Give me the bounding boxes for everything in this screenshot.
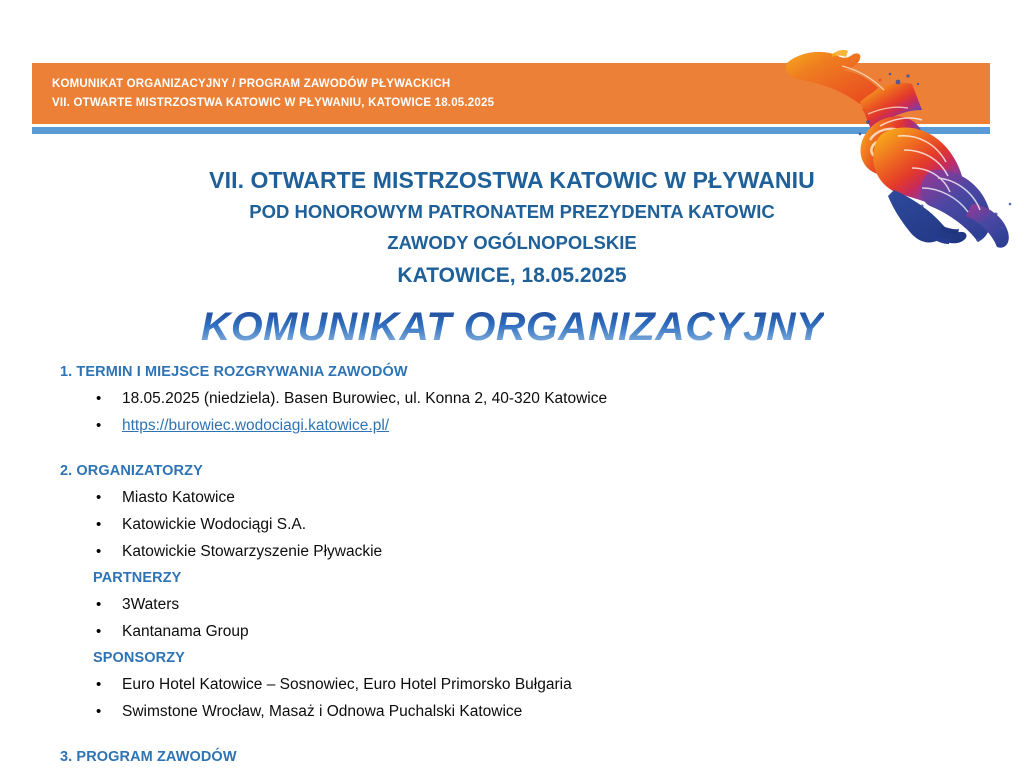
bullet-icon: • — [96, 596, 102, 613]
header-banner-text — [52, 75, 494, 113]
bullet-icon: • — [96, 516, 102, 533]
section-3-heading: 3. PROGRAM ZAWODÓW — [60, 749, 237, 765]
bullet-icon: • — [96, 489, 102, 506]
section-spacer — [0, 439, 1024, 459]
organizer-1: Miasto Katowice — [122, 489, 235, 506]
title-line-1: VII. OTWARTE MISTRZOSTWA KATOWIC W PŁYWANIU — [209, 167, 815, 193]
bullet-icon: • — [96, 543, 102, 560]
list-item — [0, 484, 1024, 511]
header-banner-line-1: KOMUNIKAT ORGANIZACYJNY / PROGRAM ZAWODÓW PŁYWACKICH — [52, 78, 451, 90]
list-item — [0, 591, 1024, 618]
section-spacer — [0, 725, 1024, 745]
header-accent-bar — [32, 127, 990, 134]
section-1-item-1: 18.05.2025 (niedziela). Basen Burowiec, ul. Konna 2, 40-320 Katowice — [122, 390, 608, 407]
header-banner-line-2: VII. OTWARTE MISTRZOSTWA KATOWIC W PŁYWANIU, KATOWICE 18.05.2025 — [52, 97, 495, 109]
sponsor-1: Euro Hotel Katowice – Sosnowiec, Euro Hotel Primorsko Bułgaria — [122, 676, 572, 693]
header-banner — [32, 63, 990, 124]
sponsor-2: Swimstone Wrocław, Masaż i Odnowa Puchalski Katowice — [122, 703, 523, 720]
bullet-icon: • — [96, 676, 102, 693]
list-item — [0, 385, 1024, 412]
organizer-2: Katowickie Wodociągi S.A. — [122, 516, 307, 533]
page-title — [0, 165, 1024, 291]
list-item — [0, 698, 1024, 725]
section-1-heading: 1. TERMIN I MIEJSCE ROZGRYWANIA ZAWODÓW — [60, 364, 408, 380]
bullet-icon: • — [96, 417, 102, 434]
title-line-4: KATOWICE, 18.05.2025 — [397, 264, 627, 287]
list-item — [0, 538, 1024, 565]
partners-heading: PARTNERZY — [93, 570, 182, 586]
sponsors-heading: SPONSORZY — [93, 650, 185, 666]
list-item — [0, 671, 1024, 698]
document-body — [0, 360, 1024, 770]
list-item — [0, 511, 1024, 538]
partner-1: 3Waters — [122, 596, 180, 613]
organizer-3: Katowickie Stowarzyszenie Pływackie — [122, 543, 383, 560]
partner-2: Kantanama Group — [122, 623, 249, 640]
bullet-icon: • — [96, 390, 102, 407]
bullet-icon: • — [96, 623, 102, 640]
wordart-heading: KOMUNIKAT ORGANIZACYJNY — [200, 305, 824, 349]
list-item — [0, 618, 1024, 645]
title-line-2: POD HONOROWYM PATRONATEM PREZYDENTA KATOWIC — [249, 201, 775, 222]
venue-website-link[interactable]: https://burowiec.wodociagi.katowice.pl/ — [122, 417, 390, 434]
bullet-icon: • — [96, 703, 102, 720]
title-line-3: ZAWODY OGÓLNOPOLSKIE — [387, 232, 637, 253]
section-2-heading: 2. ORGANIZATORZY — [60, 463, 203, 479]
list-item[interactable] — [0, 412, 1024, 439]
